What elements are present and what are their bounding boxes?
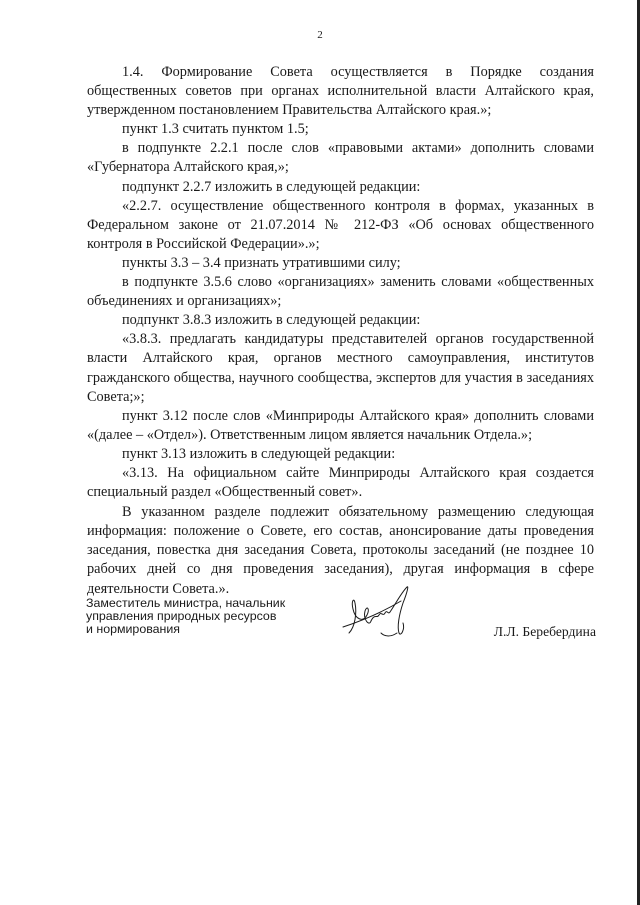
signatory-title [86,597,285,636]
paragraph: подпункт 3.8.3 изложить в следующей редакции: [122,312,421,329]
signatory-name: Л.Л. Беребердина [493,624,596,639]
page-number: 2 [317,29,323,41]
paragraph: «3.8.3. предлагать кандидатуры представителей органов государственной власти Алтайского края, органов местного самоуправления, институтов гражданского общества, научного сообщества, экспертов для участия в заседаниях Совета;»; [87,331,594,405]
handwritten-signature [341,583,421,641]
paragraph: В указанном разделе подлежит обязательному размещению следующая информация: положение о Совете, его состав, анонсирование даты проведения заседания, повестка дня заседания Совета, протоколы заседаний (не позднее 10 рабочих дней со дня проведения заседания), другая информация в сфере деятельности Совета.». [87,504,594,597]
paragraph: подпункт 2.2.7 изложить в следующей редакции: [122,178,421,195]
paragraph: в подпункте 3.5.6 слово «организациях» заменить словами «общественных объединениях и организациях»; [87,274,594,310]
paragraph: пункт 3.12 после слов «Минприроды Алтайского края» дополнить словами «(далее – «Отдел»). Ответственным лицом является начальник Отдела.»; [87,407,594,443]
paragraph: пункт 3.13 изложить в следующей редакции: [122,445,396,462]
signatory-title-line: Заместитель министра, начальник [86,596,286,610]
signature-block [86,597,596,667]
paragraph: «2.2.7. осуществление общественного контроля в формах, указанных в Федеральном законе от 21.07.2014 № 212-ФЗ «Об основах общественного контроля в Российской Федерации».»; [87,197,594,252]
document-body [87,63,594,599]
signatory-title-line: управления природных ресурсов [86,609,277,623]
paragraph: «3.13. На официальном сайте Минприроды Алтайского края создается специальный раздел «Общественный совет». [87,464,594,501]
signatory-title-line: и нормирования [86,622,181,636]
paragraph: 1.4. Формирование Совета осуществляется в Порядке создания общественных советов при органах исполнительной власти Алтайского края, утвержденном постановлением Правительства Алтайского края.»; [87,64,594,119]
paragraph: в подпункте 2.2.1 после слов «правовыми актами» дополнить словами «Губернатора Алтайского края,»; [87,140,594,176]
paragraph: пункт 1.3 считать пунктом 1.5; [122,121,309,138]
paragraph: пункты 3.3 – 3.4 признать утратившими силу; [122,254,401,271]
